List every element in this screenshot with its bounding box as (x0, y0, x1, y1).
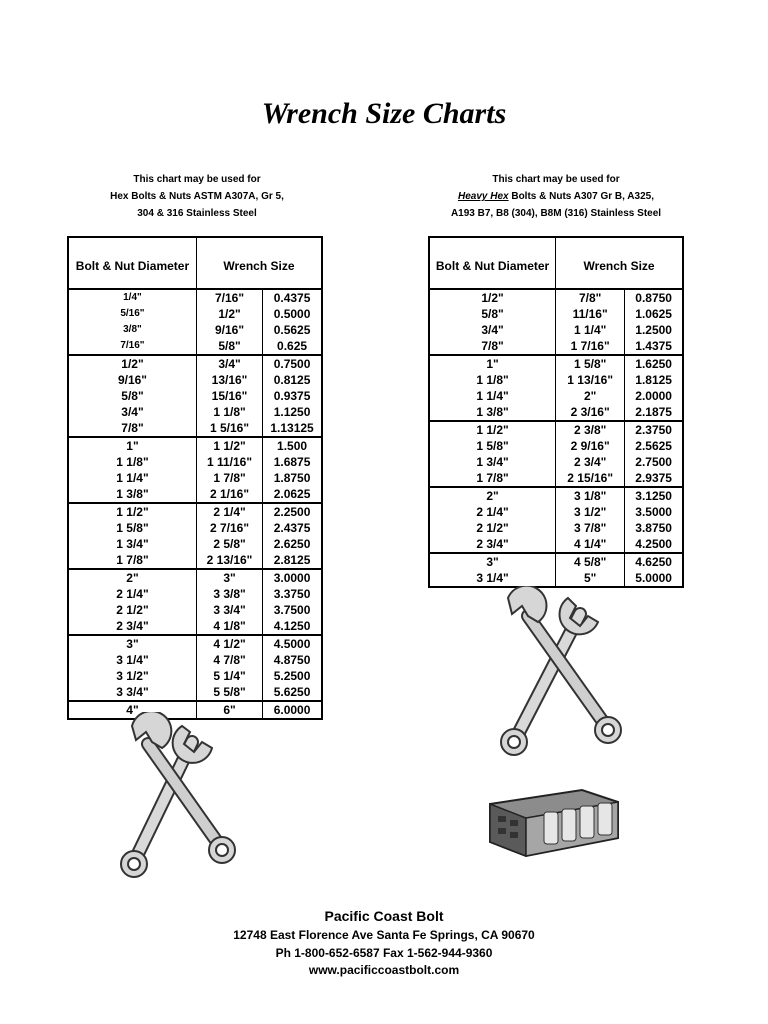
wrench-fraction-cell: 1 5/8" (556, 355, 625, 372)
wrench-decimal-cell: 0.5625 (273, 323, 311, 337)
wrench-fraction-cell: 3 3/8" (196, 586, 262, 602)
heavy-hex-emphasis: Heavy Hex (457, 191, 509, 202)
bolt-diameter-cell: 4" (68, 701, 196, 719)
table-row (429, 570, 683, 587)
header-bolt-nut-diameter: Bolt & Nut Diameter (68, 237, 196, 289)
note-line: A193 B7, B8 (304), B8M (316) Stainless Steel (450, 208, 662, 219)
standard-chart-note (47, 171, 347, 222)
table-row (68, 552, 322, 569)
wrench-decimal-cell: 4.6250 (625, 553, 683, 570)
bolt-diameter-cell: 3/4" (68, 404, 196, 420)
wrench-fraction-cell: 1 5/16" (196, 420, 262, 437)
bolt-diameter-cell: 1 1/4" (429, 388, 556, 404)
bolt-diameter-cell: 1 1/2" (68, 503, 196, 520)
wrench-fraction-cell: 2 1/16" (196, 486, 262, 503)
bolt-diameter-cell: 2 1/2" (68, 602, 196, 618)
wrench-decimal-cell: 0.5000 (273, 307, 311, 321)
bolt-diameter-cell: 1/2" (429, 289, 556, 306)
table-row (68, 536, 322, 552)
wrench-decimal-cell: 4.5000 (263, 635, 322, 652)
bolt-diameter-cell: 2 1/4" (68, 586, 196, 602)
bolt-diameter-cell: 7/8" (68, 420, 196, 437)
table-row (68, 454, 322, 470)
bolt-diameter-cell: 9/16" (68, 372, 196, 388)
bolt-diameter-cell: 3 1/2" (68, 668, 196, 684)
wrench-fraction-cell: 3 1/2" (556, 504, 625, 520)
bolt-diameter-cell: 1/2" (68, 355, 196, 372)
crossed-wrenches-icon (112, 712, 242, 884)
header-wrench-size: Wrench Size (583, 259, 655, 273)
wrench-fraction-cell: 2 7/16" (196, 520, 262, 536)
bolt-diameter-cell: 1 3/8" (68, 486, 196, 503)
wrench-fraction-cell: 1 13/16" (556, 372, 625, 388)
table-row (68, 404, 322, 420)
wrench-decimal-cell: 5.2500 (273, 669, 311, 683)
socket-set-case-icon (486, 782, 624, 860)
note-line: This chart may be used for (492, 174, 620, 185)
table-row (429, 289, 683, 306)
table-row (429, 520, 683, 536)
bolt-diameter-cell: 1 1/8" (429, 372, 556, 388)
wrench-decimal-cell: 5.6250 (273, 685, 311, 699)
wrench-fraction-cell: 3/4" (196, 355, 262, 372)
wrench-decimal-cell: 1.2500 (635, 323, 672, 337)
note-line-rest: Bolts & Nuts A307 Gr B, A325, (508, 191, 654, 202)
wrench-fraction-cell: 11/16" (556, 306, 625, 322)
wrench-decimal-cell: 2.0625 (273, 487, 311, 501)
wrench-decimal-cell: 3.8750 (635, 521, 672, 535)
wrench-fraction-cell: 4 5/8" (556, 553, 625, 570)
wrench-fraction-cell: 15/16" (196, 388, 262, 404)
header-wrench-size: Wrench Size (223, 259, 295, 273)
wrench-decimal-cell: 0.8750 (625, 289, 683, 306)
bolt-diameter-cell: 3 1/4" (68, 652, 196, 668)
company-phone: Ph 1-800-652-6587 Fax 1-562-944-9360 (275, 946, 493, 960)
wrench-fraction-cell: 4 1/2" (196, 635, 262, 652)
table-row (68, 486, 322, 503)
wrench-decimal-cell: 5.0000 (635, 571, 672, 585)
table-row (68, 437, 322, 454)
wrench-fraction-cell: 5/8" (196, 338, 262, 355)
wrench-decimal-cell: 2.9375 (635, 471, 672, 485)
wrench-fraction-cell: 5 5/8" (196, 684, 262, 701)
wrench-decimal-cell: 1.13125 (270, 421, 314, 435)
wrench-decimal-cell: 6.0000 (263, 701, 322, 719)
wrench-decimal-cell: 1.500 (263, 437, 322, 454)
wrench-fraction-cell: 1 1/8" (196, 404, 262, 420)
table-row (68, 355, 322, 372)
company-website[interactable]: www.pacificcoastbolt.com (308, 963, 460, 977)
wrench-fraction-cell: 1 7/16" (556, 338, 625, 355)
wrench-decimal-cell: 2.2500 (263, 503, 322, 520)
wrench-fraction-cell: 3 7/8" (556, 520, 625, 536)
crossed-wrenches-icon (488, 586, 628, 761)
wrench-decimal-cell: 1.8750 (273, 471, 311, 485)
wrench-fraction-cell: 2 3/8" (556, 421, 625, 438)
wrench-decimal-cell: 2.6250 (273, 537, 311, 551)
wrench-decimal-cell: 4.2500 (635, 537, 672, 551)
table-row (68, 586, 322, 602)
wrench-decimal-cell: 0.7500 (263, 355, 322, 372)
table-row (68, 289, 322, 306)
wrench-decimal-cell: 3.7500 (273, 603, 311, 617)
table-row (68, 338, 322, 355)
standard-wrench-size-table (67, 236, 323, 720)
table-row (68, 520, 322, 536)
note-line: Hex Bolts & Nuts ASTM A307A, Gr 5, (110, 191, 284, 202)
wrench-fraction-cell: 3 1/8" (556, 487, 625, 504)
table-row (68, 652, 322, 668)
table-row (68, 388, 322, 404)
note-line (406, 188, 706, 205)
table-row (68, 569, 322, 586)
table-row (68, 322, 322, 338)
wrench-fraction-cell: 5" (556, 570, 625, 587)
wrench-decimal-cell: 1.6875 (273, 455, 311, 469)
wrench-decimal-cell: 2.7500 (635, 455, 672, 469)
wrench-decimal-cell: 0.9375 (273, 389, 311, 403)
wrench-fraction-cell: 3" (196, 569, 262, 586)
wrench-decimal-cell: 2.1875 (635, 405, 672, 419)
wrench-fraction-cell: 13/16" (196, 372, 262, 388)
wrench-fraction-cell: 4 1/4" (556, 536, 625, 553)
table-row (429, 372, 683, 388)
table-row (68, 635, 322, 652)
bolt-diameter-cell: 5/8" (429, 306, 556, 322)
wrench-decimal-cell: 2.3750 (625, 421, 683, 438)
table-row (429, 438, 683, 454)
wrench-fraction-cell: 1 11/16" (196, 454, 262, 470)
wrench-decimal-cell: 1.6250 (625, 355, 683, 372)
bolt-diameter-cell: 3 3/4" (68, 684, 196, 701)
wrench-decimal-cell: 1.0625 (635, 307, 672, 321)
bolt-diameter-cell: 5/16" (68, 306, 196, 322)
bolt-diameter-cell: 1" (429, 355, 556, 372)
table-row (429, 504, 683, 520)
wrench-decimal-cell: 1.4375 (635, 339, 672, 353)
table-row (429, 454, 683, 470)
bolt-diameter-cell: 2 1/2" (429, 520, 556, 536)
heavy-hex-chart-note (406, 171, 706, 222)
wrench-fraction-cell: 2 13/16" (196, 552, 262, 569)
wrench-fraction-cell: 2 3/4" (556, 454, 625, 470)
wrench-fraction-cell: 3 3/4" (196, 602, 262, 618)
wrench-decimal-cell: 0.625 (277, 339, 308, 353)
bolt-diameter-cell: 2" (68, 569, 196, 586)
bolt-diameter-cell: 7/16" (68, 338, 196, 355)
wrench-fraction-cell: 7/8" (556, 289, 625, 306)
note-line: This chart may be used for (133, 174, 261, 185)
wrench-fraction-cell: 2 3/16" (556, 404, 625, 421)
table-row (68, 668, 322, 684)
page-title: Wrench Size Charts (261, 97, 507, 130)
wrench-fraction-cell: 2" (556, 388, 625, 404)
table-row (429, 421, 683, 438)
table-row (429, 536, 683, 553)
wrench-fraction-cell: 9/16" (196, 322, 262, 338)
table-row (429, 322, 683, 338)
wrench-decimal-cell: 2.4375 (273, 521, 311, 535)
wrench-decimal-cell: 0.4375 (263, 289, 322, 306)
table-header-row (429, 237, 683, 289)
wrench-fraction-cell: 1 1/2" (196, 437, 262, 454)
table-row (429, 470, 683, 487)
bolt-diameter-cell: 1 1/4" (68, 470, 196, 486)
table-row (68, 420, 322, 437)
wrench-fraction-cell: 2 5/8" (196, 536, 262, 552)
bolt-diameter-cell: 7/8" (429, 338, 556, 355)
table-row (429, 404, 683, 421)
wrench-fraction-cell: 6" (196, 701, 262, 719)
wrench-decimal-cell: 4.1250 (273, 619, 311, 633)
note-line: 304 & 316 Stainless Steel (137, 208, 257, 219)
bolt-diameter-cell: 3/8" (68, 322, 196, 338)
bolt-diameter-cell: 1 3/4" (429, 454, 556, 470)
wrench-decimal-cell: 2.8125 (273, 553, 311, 567)
wrench-fraction-cell: 2 15/16" (556, 470, 625, 487)
wrench-fraction-cell: 1 7/8" (196, 470, 262, 486)
bolt-diameter-cell: 3/4" (429, 322, 556, 338)
wrench-fraction-cell: 1 1/4" (556, 322, 625, 338)
company-name: Pacific Coast Bolt (324, 908, 444, 924)
bolt-diameter-cell: 2" (429, 487, 556, 504)
table-row (429, 388, 683, 404)
wrench-fraction-cell: 5 1/4" (196, 668, 262, 684)
bolt-diameter-cell: 1 5/8" (68, 520, 196, 536)
wrench-decimal-cell: 3.0000 (263, 569, 322, 586)
table-row (68, 372, 322, 388)
bolt-diameter-cell: 3" (429, 553, 556, 570)
table-row (68, 503, 322, 520)
wrench-fraction-cell: 2 9/16" (556, 438, 625, 454)
company-address: 12748 East Florence Ave Santa Fe Springs, CA 90670 (233, 928, 535, 942)
wrench-fraction-cell: 2 1/4" (196, 503, 262, 520)
bolt-diameter-cell: 2 3/4" (429, 536, 556, 553)
bolt-diameter-cell: 1 3/4" (68, 536, 196, 552)
wrench-decimal-cell: 1.1250 (273, 405, 311, 419)
bolt-diameter-cell: 2 1/4" (429, 504, 556, 520)
bolt-diameter-cell: 1/4" (68, 289, 196, 306)
table-row (68, 618, 322, 635)
bolt-diameter-cell: 2 3/4" (68, 618, 196, 635)
wrench-decimal-cell: 2.0000 (635, 389, 672, 403)
table-row (68, 602, 322, 618)
heavy-hex-wrench-size-table (428, 236, 684, 588)
wrench-fraction-cell: 1/2" (196, 306, 262, 322)
wrench-decimal-cell: 4.8750 (273, 653, 311, 667)
wrench-decimal-cell: 0.8125 (273, 373, 311, 387)
wrench-fraction-cell: 7/16" (196, 289, 262, 306)
table-row (429, 553, 683, 570)
table-header-row (68, 237, 322, 289)
table-row (68, 470, 322, 486)
bolt-diameter-cell: 3" (68, 635, 196, 652)
header-bolt-nut-diameter: Bolt & Nut Diameter (429, 237, 556, 289)
wrench-decimal-cell: 3.3750 (273, 587, 311, 601)
table-row (68, 306, 322, 322)
wrench-fraction-cell: 4 7/8" (196, 652, 262, 668)
bolt-diameter-cell: 1 1/2" (429, 421, 556, 438)
bolt-diameter-cell: 1 3/8" (429, 404, 556, 421)
bolt-diameter-cell: 1" (68, 437, 196, 454)
wrench-decimal-cell: 2.5625 (635, 439, 672, 453)
table-row (429, 338, 683, 355)
bolt-diameter-cell: 1 5/8" (429, 438, 556, 454)
bolt-diameter-cell: 5/8" (68, 388, 196, 404)
table-row (429, 355, 683, 372)
wrench-fraction-cell: 4 1/8" (196, 618, 262, 635)
bolt-diameter-cell: 1 7/8" (429, 470, 556, 487)
wrench-decimal-cell: 1.8125 (635, 373, 672, 387)
bolt-diameter-cell: 1 7/8" (68, 552, 196, 569)
wrench-decimal-cell: 3.1250 (625, 487, 683, 504)
table-row (429, 487, 683, 504)
bolt-diameter-cell: 1 1/8" (68, 454, 196, 470)
wrench-decimal-cell: 3.5000 (635, 505, 672, 519)
table-row (429, 306, 683, 322)
bolt-diameter-cell: 3 1/4" (429, 570, 556, 587)
table-row (68, 684, 322, 701)
